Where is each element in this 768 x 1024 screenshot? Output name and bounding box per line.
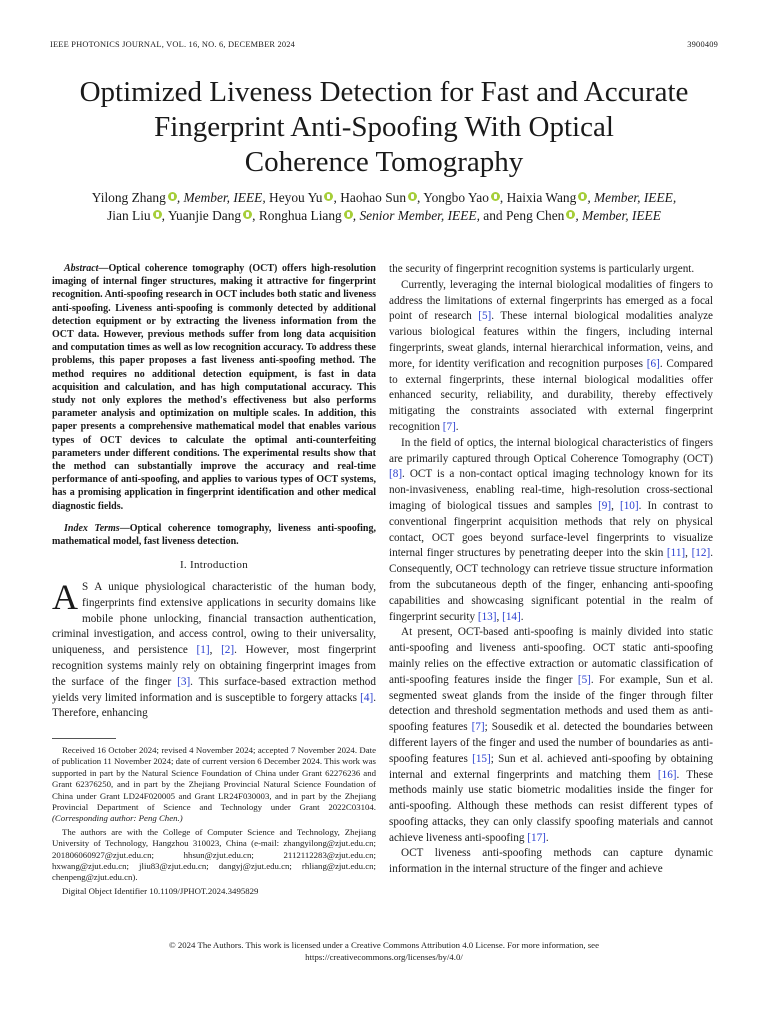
citation-link[interactable]: [3]: [177, 675, 191, 688]
title-line: Optimized Liveness Detection for Fast and Accurate: [79, 76, 689, 108]
license-url[interactable]: https://creativecommons.org/licenses/by/4.0/: [305, 952, 463, 962]
citation-link[interactable]: [2]: [221, 644, 235, 657]
running-head: [50, 40, 718, 49]
citation-link[interactable]: [10]: [619, 499, 639, 512]
footnote: [52, 745, 376, 899]
footnote-affiliation: The authors are with the College of Computer Science and Technology, Zhejiang University of Technology, Hangzhou 310023, China (e-mail: zhangyilong@zjut.edu.cn; 201806060927@zjut.edu.cn; hhsun@zjut.edu.cn; 2112112283@zjut.edu.cn; hxwang@zjut.edu.cn; jliu83@zjut.edu.cn; dangyj@zjut.edu.cn; rhliang@zjut.edu.cn; chenpeng@zjut.edu.cn).: [52, 826, 376, 883]
abstract-label: Abstract: [64, 263, 99, 274]
orcid-icon[interactable]: [578, 192, 587, 201]
author-role: , Member, IEEE: [575, 208, 661, 223]
paragraph: OCT liveness anti-spoofing methods can capture dynamic information in the internal structure of the finger and achieve: [389, 847, 713, 876]
paper-title: [40, 75, 728, 180]
left-column: [52, 262, 376, 722]
title-line: Fingerprint Anti-Spoofing With Optical: [154, 111, 614, 143]
author-name: Jian Liu: [107, 208, 151, 223]
orcid-icon[interactable]: [491, 192, 500, 201]
abstract: [52, 262, 376, 513]
footnote-received-text: Received 16 October 2024; revised 4 November 2024; accepted 7 November 2024. Date of publication 11 November 2024; date of current version 6 December 2024. This work was supported in part by the Natural Science Foundation of China under Grant 62276236 and Grant 62376250, and in part by the Zhejiang Provincial Natural Science Foundation of China under Grant LD24F020005 and Grant LR24F030003, and in part by the Zhejiang Provincial Department of Science and Technology under Grant 2022C03104.: [52, 745, 376, 813]
footnote-doi: Digital Object Identifier 10.1109/JPHOT.2024.3495829: [62, 885, 259, 896]
author-role: , Senior Member, IEEE,: [352, 208, 480, 223]
author-list: [40, 189, 728, 225]
footnote-rule: [52, 738, 116, 739]
citation-link[interactable]: [12]: [691, 547, 711, 560]
author-role: , Member, IEEE,: [176, 190, 266, 205]
index-terms: [52, 522, 376, 548]
citation-link[interactable]: [11]: [666, 547, 686, 560]
author-name: Yongbo Yao: [423, 190, 489, 205]
orcid-icon[interactable]: [153, 210, 162, 219]
paragraph: In the field of optics, the internal biological characteristics of fingers are primarily captured through Optical Coherence Tomography (OCT) [8]. OCT is a non-contact optical imaging technology known for its non-invasiveness, enabling real-time, high-resolution cross-sectional imaging of biological tissues and samples [9], [10]. In contrast to conventional fingerprint acquisition methods that rely on physical contact, OCT goes beyond surface-level fingerprints to visualize internal finger structures by penetrating deeper into the skin [11], [12]. Consequently, OCT technology can retrieve tissue structure information from the subcutaneous depth of the finger, enhancing anti-spoofing capabilities and showcasing significant potential in the realm of fingerprint security [13], [14].: [389, 436, 714, 623]
footnote-received: [52, 745, 376, 825]
author-name: and Peng Chen: [483, 208, 565, 223]
index-terms-text: —Optical coherence tomography, liveness anti-spoofing, mathematical model, fast liveness detection.: [52, 522, 376, 548]
license-line: © 2024 The Authors. This work is licensed under a Creative Commons Attribution 4.0 License. For more information, see: [168, 940, 599, 950]
author-role: ,: [161, 208, 165, 223]
orcid-icon[interactable]: [344, 210, 353, 219]
page-number: 3900409: [687, 40, 718, 49]
author-name: Haohao Sun: [340, 190, 407, 205]
paragraph: the security of fingerprint recognition systems is particularly urgent.: [389, 263, 695, 275]
author-name: Ronghua Liang: [258, 208, 342, 223]
citation-link[interactable]: [16]: [657, 768, 677, 781]
index-terms-label: Index Terms: [64, 522, 120, 534]
orcid-icon[interactable]: [168, 192, 177, 201]
right-column: [389, 262, 713, 878]
paragraph: Currently, leveraging the internal biological modalities of fingers to address the limitations of external fingerprints has emerged as a focal point of research [5]. These internal biological modalities analyze various biological features within the fingers, including internal fingerprints, sweat glands, internal hierarchical information, veins, and more, for identity verification and recognition purposes [6]. Compared to external fingerprints, these internal biological modalities offer enhanced security, reliability, and durability, thereby effectively mitigating the constraints associated with external fingerprint recognition [7].: [389, 278, 714, 433]
citation-link[interactable]: [5]: [577, 673, 591, 686]
paragraph: At present, OCT-based anti-spoofing is mainly divided into static anti-spoofing and liveness anti-spoofing. OCT static anti-spoofing mainly relies on the effective extraction or automatic classification of anti-spoofing features inside the finger [5]. For example, Sun et al. segmented sweat glands from the inside of the finger through filter detection and threshold segmentation methods and used them as anti-spoofing features [7]; Sousedik et al. detected the boundaries between different layers of the finger and used the number of boundaries as anti-spoofing features [15]; Sun et al. achieved anti-spoofing by obtaining internal and external fingerprints and matching them [16]. These methods mainly use static biometric modalities inside the finger for anti-spoofing. Although these methods can resist different types of spoofing attacks, they can only classify spoofing materials and cannot achieve liveness anti-spoofing [17].: [389, 626, 714, 844]
journal-name: IEEE PHOTONICS JOURNAL, VOL. 16, NO. 6, DECEMBER 2024: [50, 40, 296, 49]
license-notice: [60, 939, 708, 963]
citation-link[interactable]: [9]: [598, 499, 612, 512]
citation-link[interactable]: [14]: [502, 610, 521, 623]
citation-link[interactable]: [8]: [389, 468, 403, 481]
citation-link[interactable]: [5]: [478, 310, 492, 323]
citation-link[interactable]: [17]: [527, 831, 546, 844]
orcid-icon[interactable]: [243, 210, 252, 219]
author-name: Haixia Wang: [506, 190, 577, 205]
citation-link[interactable]: [6]: [646, 357, 660, 370]
corresponding-author: (Corresponding author: Peng Chen.): [52, 813, 183, 824]
author-role: ,: [417, 190, 421, 205]
citation-link[interactable]: [15]: [472, 752, 491, 765]
author-line-2: [40, 207, 728, 225]
intro-paragraph: A S A unique physiological characteristic of the human body, fingerprints find extensive applications in security domains like mobile phone unlocking, financial transaction authentication, criminal investigation, and access control, owing to their universality, uniqueness, and persistence [1], [2]. However, most fingerprint recognition systems mainly rely on obtaining fingerprint images from the surface of the finger [3]. This surface-based extraction method yields very limited information and is susceptible to forgery attacks [4]. Therefore, enhancing: [52, 577, 377, 720]
author-line-1: [40, 189, 728, 207]
abstract-text: —Optical coherence tomography (OCT) offers high-resolution imaging of internal finger structures, making it attractive for fingerprint recognition. Anti-spoofing research in OCT includes both static and liveness anti-spoofing. Liveness anti-spoofing is commonly detected by additional detection equipment or by extracting the liveness information from the OCT data. However, previous methods suffer from long data acquisition and computation times as well as low recognition accuracy. To address these problems, this paper proposes a fast liveness anti-spoofing method. The method requires no additional detection equipment, is fast in data acquisition and calculation, and has high computational accuracy. This study not only explores the method's effectiveness but also performs parameter analysis and optimization on multiple scales. In addition, this paper presents a comprehensive mathematical model that enables various types of OCT devices to calculate the optimal anti-counterfeiting parameters under different conditions. The experimental results show that the method can substantially improve the accuracy and real-time performance of anti-spoofing, and applies to various types of OCT systems, has a promising application in fingerprint identification and other medical diagnostic fields.: [52, 263, 376, 512]
citation-link[interactable]: [7]: [442, 420, 456, 433]
author-role: , Member, IEEE,: [587, 190, 677, 205]
author-name: Heyou Yu: [269, 190, 323, 205]
drop-cap: A: [52, 577, 78, 618]
author-name: Yilong Zhang: [91, 190, 166, 205]
citation-link[interactable]: [13]: [477, 610, 497, 623]
author-name: Yuanjie Dang: [167, 208, 242, 223]
author-role: ,: [333, 190, 337, 205]
section-heading: I. Introduction: [179, 559, 249, 572]
author-role: ,: [252, 208, 256, 223]
citation-link[interactable]: [4]: [360, 691, 374, 704]
title-line: Coherence Tomography: [244, 146, 524, 178]
citation-link[interactable]: [1]: [196, 644, 210, 657]
citation-link[interactable]: [7]: [471, 721, 485, 734]
orcid-icon[interactable]: [408, 192, 417, 201]
author-role: ,: [499, 190, 504, 205]
